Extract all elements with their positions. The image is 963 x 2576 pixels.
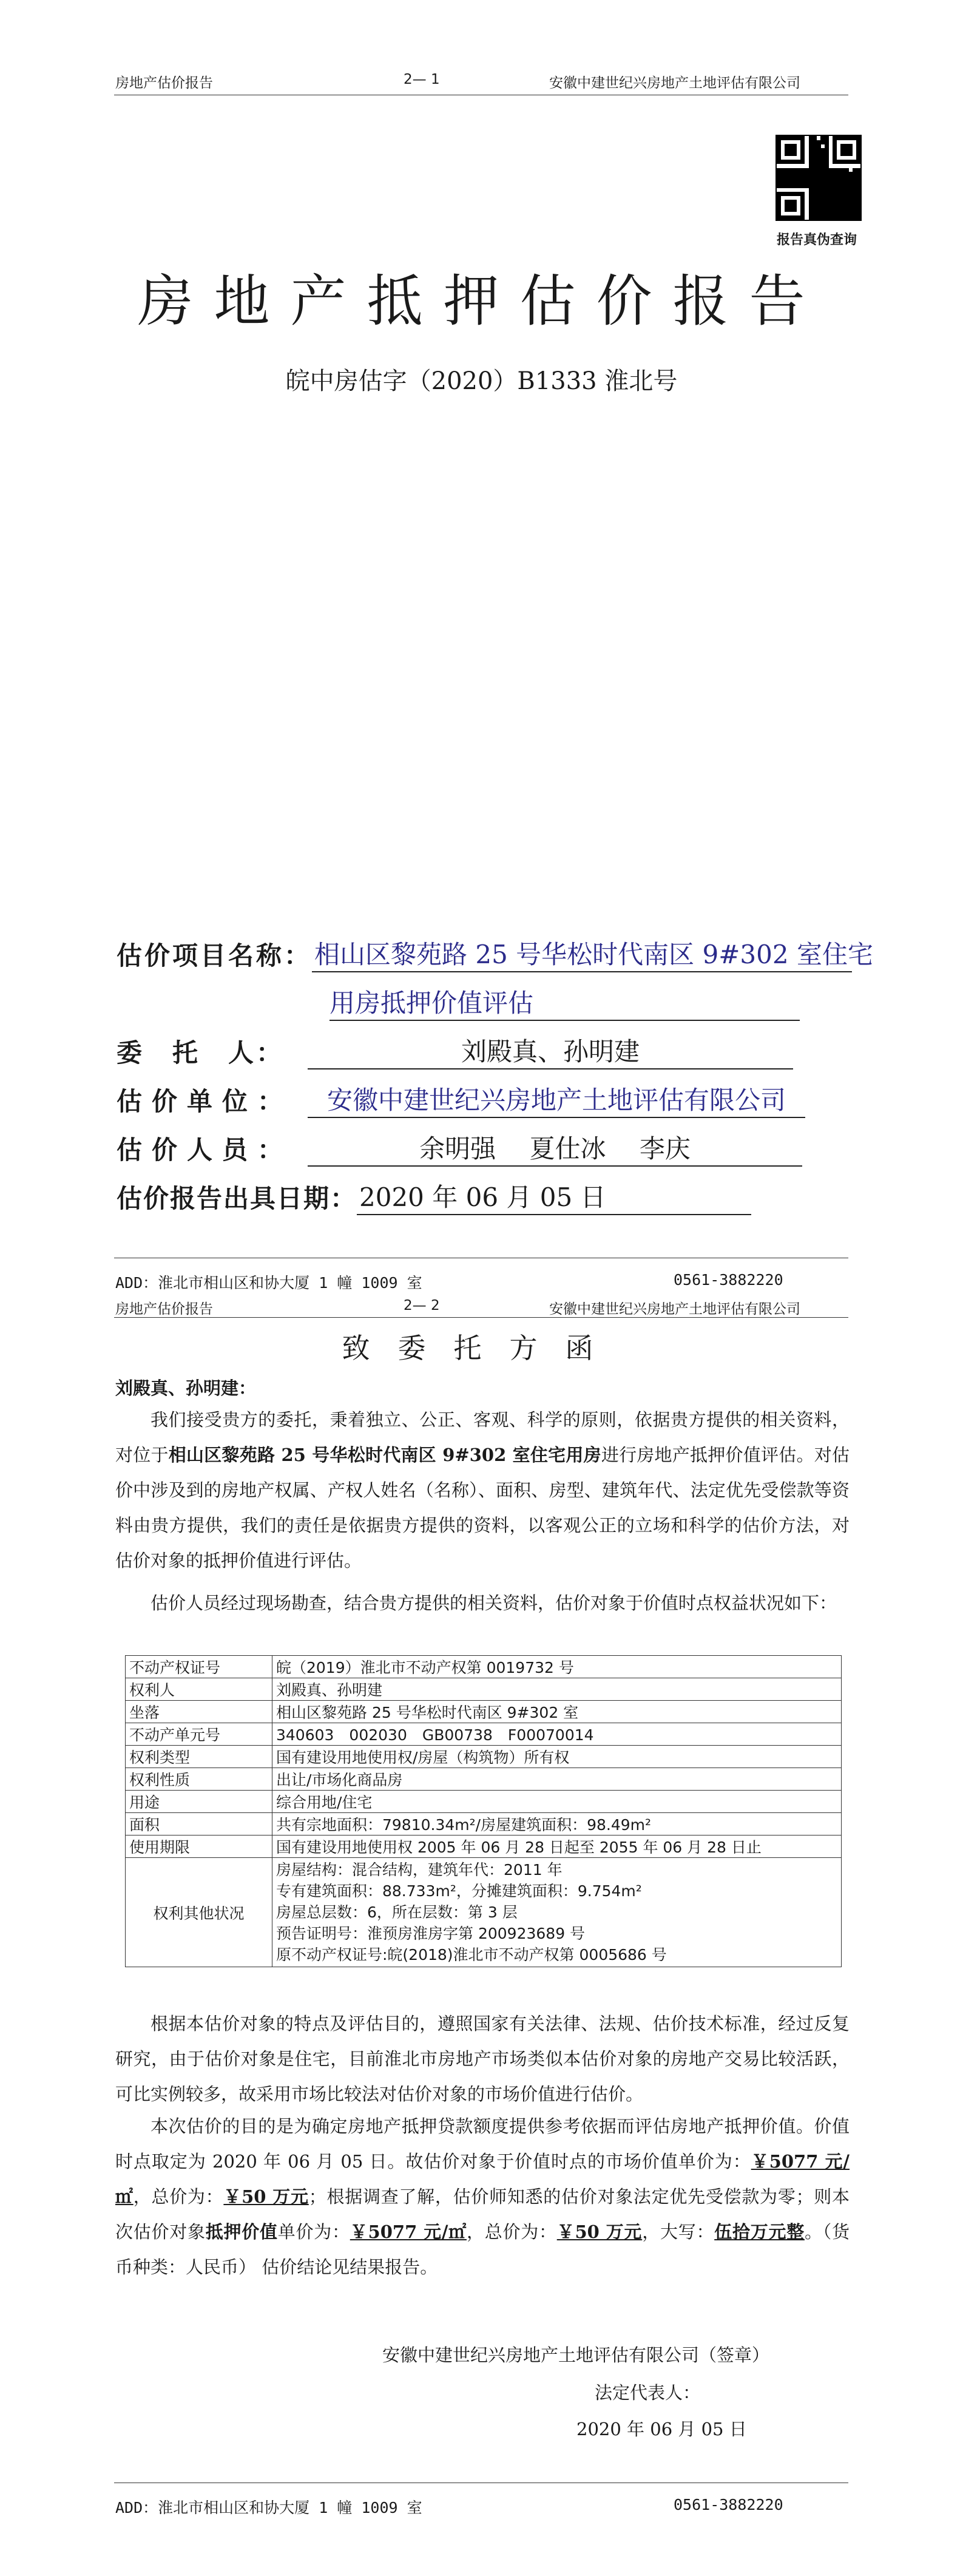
paragraph-2: 估价人员经过现场勘查，结合贵方提供的相关资料，估价对象于价值时点权益状况如下： [150, 1593, 837, 1613]
table-value: 共有宗地面积：79810.34m²/房屋建筑面积：98.49m² [272, 1813, 842, 1835]
date-row [117, 1178, 751, 1215]
table-row [126, 1835, 842, 1858]
project-value-line2: 用房抵押价值评估 [329, 983, 800, 1021]
table-key: 权利性质 [126, 1768, 272, 1791]
qr-code-icon[interactable] [775, 135, 862, 221]
paragraph-4-text-d: 单价为： [277, 2222, 350, 2242]
table-value-multiline [272, 1858, 842, 1967]
table-key: 坐落 [126, 1701, 272, 1723]
total-price-chinese: 伍拾万元整 [714, 2222, 805, 2242]
table-key: 使用期限 [126, 1835, 272, 1858]
table-value: 出让/市场化商品房 [272, 1768, 842, 1791]
table-value: 国有建设用地使用权 2005 年 06 月 28 日起至 2055 年 06 月 28 日止 [272, 1835, 842, 1858]
table-value: 皖（2019）淮北市不动产权第 0019732 号 [272, 1656, 842, 1678]
date-label: 估价报告出具日期： [117, 1184, 357, 1213]
table-key: 权利类型 [126, 1746, 272, 1768]
table-key: 用途 [126, 1791, 272, 1813]
project-label: 估价项目名称： [117, 941, 313, 971]
appraisers-row [117, 1129, 802, 1167]
paragraph-4-text-e: ，总价为： [466, 2222, 557, 2242]
table-row [126, 1746, 842, 1768]
table-row [126, 1768, 842, 1791]
appraiser-org-value: 安徽中建世纪兴房地产土地评估有限公司 [308, 1080, 805, 1118]
appraisers-value: 余明强 夏仕冰 李庆 [308, 1129, 802, 1167]
salutation: 刘殿真、孙明建： [115, 1378, 257, 1398]
paragraph-4-text-c: ；根据调查了解，估价师知悉的估价对象法定优先受偿款为零；则本次估价对象 [115, 2186, 850, 2242]
total-price-2: ￥50 万元 [556, 2222, 643, 2242]
project-row [117, 935, 873, 972]
page1-footer-phone: 0561-3882220 [674, 1271, 783, 1289]
page1-header-page-number: 2— 1 [404, 72, 440, 87]
table-value: 相山区黎苑路 25 号华松时代南区 9#302 室 [272, 1701, 842, 1723]
paragraph-4 [115, 2109, 850, 2285]
paragraph-1-property: 相山区黎苑路 25 号华松时代南区 9#302 室住宅用房 [168, 1445, 601, 1465]
rights-table [125, 1655, 842, 1967]
qr-caption: 报告真伪查询 [777, 232, 857, 248]
paragraph-4-text-b: ，总价为： [133, 2186, 224, 2207]
other-status-line: 专有建筑面积：88.733m²，分摊建筑面积：9.754m² [276, 1882, 642, 1900]
letter-title: 致委托方函 [342, 1332, 621, 1364]
table-row [126, 1723, 842, 1746]
paragraph-1 [115, 1402, 850, 1578]
signature-representative: 法定代表人： [595, 2382, 701, 2403]
total-price: ￥50 万元 [223, 2186, 309, 2207]
table-key: 不动产单元号 [126, 1723, 272, 1746]
page2-header-rule [114, 1317, 848, 1318]
table-row-other-status [126, 1858, 842, 1967]
table-value: 340603 002030 GB00738 F00070014 [272, 1723, 842, 1746]
paragraph-4-text-g: 。（货币种类：人民币） 估价结论见结果报告。 [115, 2222, 850, 2277]
paragraph-4-text-f: ，大写： [642, 2222, 715, 2242]
unit-price: ￥5077 元/㎡ [115, 2151, 850, 2207]
report-number: 皖中房估字（2020）B1333 淮北号 [285, 367, 678, 395]
other-status-line: 预告证明号：淮预房淮房字第 200923689 号 [276, 1925, 586, 1942]
page2-footer-phone: 0561-3882220 [674, 2496, 783, 2513]
table-value: 综合用地/住宅 [272, 1791, 842, 1813]
client-value: 刘殿真、孙明建 [308, 1032, 793, 1069]
other-status-line: 房屋结构：混合结构，建筑年代：2011 年 [276, 1861, 563, 1879]
signature-company: 安徽中建世纪兴房地产土地评估有限公司（签章） [382, 2345, 770, 2365]
table-row [126, 1656, 842, 1678]
table-key: 不动产权证号 [126, 1656, 272, 1678]
page2-footer-address: ADD：淮北市相山区和协大厦 1 幢 1009 室 [115, 2499, 422, 2517]
table-row [126, 1813, 842, 1835]
paragraph-1-text-a: 我们接受贵方的委托，秉着独立、公正、客观、科学的原则，依据贵方提供的相关资料，对位于 [115, 1409, 850, 1465]
page1-footer-address: ADD：淮北市相山区和协大厦 1 幢 1009 室 [115, 1274, 422, 1292]
report-title: 房地产抵押估价报告 [137, 269, 826, 334]
date-value: 2020 年 06 月 05 日 [357, 1178, 751, 1215]
table-row [126, 1791, 842, 1813]
table-key: 权利其他状况 [126, 1858, 272, 1967]
table-row [126, 1701, 842, 1723]
appraiser-org-label: 估价单位： [117, 1086, 293, 1116]
table-value: 刘殿真、孙明建 [272, 1678, 842, 1701]
client-row [117, 1032, 793, 1069]
page2-header-company: 安徽中建世纪兴房地产土地评估有限公司 [549, 1301, 800, 1317]
paragraph-3: 根据本估价对象的特点及评估目的，遵照国家有关法律、法规、估价技术标准，经过反复研究，由于估价对象是住宅，目前淮北市房地产市场类似本估价对象的房地产交易比较活跃，可比实例较多，故采用市场比较法对估价对象的市场价值进行估价。 [115, 2013, 850, 2104]
page1-header-company: 安徽中建世纪兴房地产土地评估有限公司 [549, 75, 800, 91]
page1-header-left: 房地产估价报告 [115, 75, 213, 91]
appraiser-org-row [117, 1080, 805, 1118]
client-label: 委 托 人： [117, 1038, 285, 1068]
table-value: 国有建设用地使用权/房屋（构筑物）所有权 [272, 1746, 842, 1768]
table-row [126, 1678, 842, 1701]
mortgage-label: 抵押价值 [205, 2222, 278, 2242]
paragraph-4-text-a: 本次估价的目的是为确定房地产抵押贷款额度提供参考依据而评估房地产抵押价值。价值时点取定为 2020 年 06 月 05 日。故估价对象于价值时点的市场价值单价为： [115, 2116, 850, 2172]
page2-header-left: 房地产估价报告 [115, 1301, 213, 1317]
page2-header-page-number: 2— 2 [404, 1298, 440, 1313]
other-status-line: 原不动产权证号:皖(2018)淮北市不动产权第 0005686 号 [276, 1946, 667, 1964]
appraisers-label: 估价人员： [117, 1135, 293, 1165]
table-key: 面积 [126, 1813, 272, 1835]
paragraph-1-text-b: 进行房地产抵押价值评估。对估价中涉及到的房地产权属、产权人姓名（名称）、面积、房型、建筑年代、法定优先受偿款等资料由贵方提供，我们的责任是依据贵方提供的资料，以客观公正的立场和科学的估价方法，对估价对象的抵押价值进行评估。 [115, 1445, 850, 1571]
signature-date: 2020 年 06 月 05 日 [576, 2419, 747, 2439]
project-row-2 [329, 983, 800, 1021]
unit-price-2: ￥5077 元/㎡ [350, 2222, 467, 2242]
table-key: 权利人 [126, 1678, 272, 1701]
project-value: 相山区黎苑路 25 号华松时代南区 9#302 室住宅 [312, 935, 852, 972]
other-status-line: 房屋总层数：6，所在层数：第 3 层 [276, 1903, 518, 1921]
